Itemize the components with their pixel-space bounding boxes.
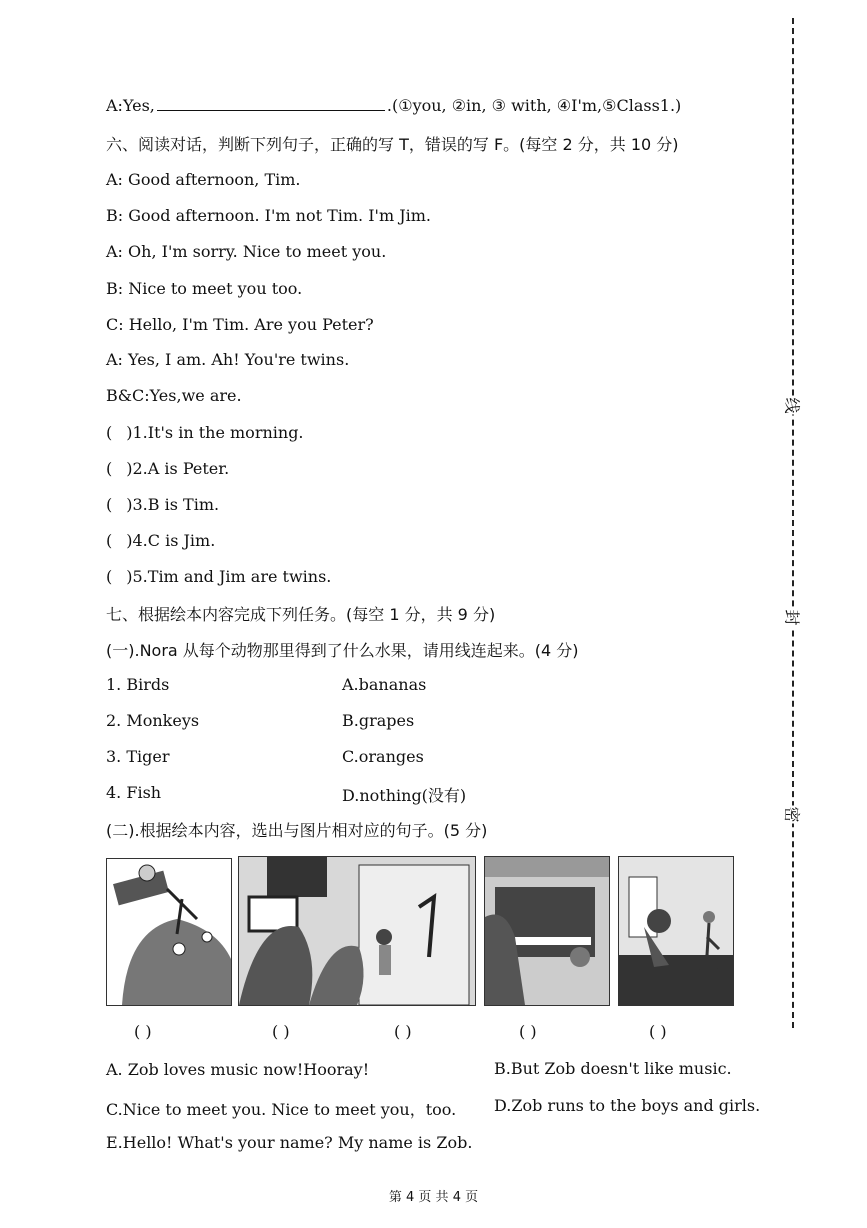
match-right-item[interactable]: C.oranges xyxy=(342,747,424,766)
dialogue-line: A: Yes, I am. Ah! You're twins. xyxy=(106,350,350,369)
picture-answer-blank[interactable]: ( ) xyxy=(649,1022,667,1041)
dialogue-line: C: Hello, I'm Tim. Are you Peter? xyxy=(106,315,374,334)
tf-blank-open[interactable]: ( xyxy=(106,495,113,514)
dialogue-line: B: Nice to meet you too. xyxy=(106,279,303,298)
tf-blank-open[interactable]: ( xyxy=(106,423,113,442)
section7-heading: 七、根据绘本内容完成下列任务。(每空 1 分，共 9 分) xyxy=(106,605,496,624)
tf-item xyxy=(106,459,229,478)
binding-margin-line xyxy=(792,18,794,1028)
dialogue-line: B&C:Yes,we are. xyxy=(106,386,242,405)
tf-statement: 2.A is Peter. xyxy=(132,459,230,478)
margin-char-feng: 封 xyxy=(782,609,805,627)
part1-heading: (一).Nora 从每个动物那里得到了什么水果，请用线连起来。(4 分) xyxy=(106,641,579,660)
dialogue-line: A: Good afternoon, Tim. xyxy=(106,170,301,189)
match-left-item[interactable]: 3. Tiger xyxy=(106,747,170,766)
picture-answer-blank[interactable]: ( ) xyxy=(519,1022,537,1041)
dialogue-line: B: Good afternoon. I'm not Tim. I'm Jim. xyxy=(106,206,431,225)
tf-blank-open[interactable]: ( xyxy=(106,531,113,550)
sentence-option-c: C.Nice to meet you. Nice to meet you，too. xyxy=(106,1100,457,1119)
tf-item xyxy=(106,495,219,514)
tf-item xyxy=(106,567,331,586)
q5-prefix: A:Yes, xyxy=(106,96,155,115)
section6-heading: 六、阅读对话，判断下列句子，正确的写 T，错误的写 F。(每空 2 分，共 10 分) xyxy=(106,135,679,154)
margin-char-mi: 密 xyxy=(782,806,805,824)
picture-answer-blank[interactable]: ( ) xyxy=(272,1022,290,1041)
tf-statement: 5.Tim and Jim are twins. xyxy=(132,567,332,586)
tf-blank-close: ) xyxy=(126,423,133,442)
tf-blank-open[interactable]: ( xyxy=(106,567,113,586)
sentence-option-b: B.But Zob doesn't like music. xyxy=(494,1059,732,1078)
story-picture-4 xyxy=(618,856,734,1006)
tf-blank-close: ) xyxy=(126,459,133,478)
dialogue-line: A: Oh, I'm sorry. Nice to meet you. xyxy=(106,242,387,261)
tf-statement: 3.B is Tim. xyxy=(132,495,220,514)
sentence-option-a: A. Zob loves music now!Hooray! xyxy=(106,1060,370,1079)
picture-answer-blank[interactable]: ( ) xyxy=(134,1022,152,1041)
match-right-item[interactable]: A.bananas xyxy=(342,675,427,694)
match-right-item[interactable]: B.grapes xyxy=(342,711,415,730)
page-footer: 第 4 页 共 4 页 xyxy=(388,1190,479,1205)
tf-item xyxy=(106,531,215,550)
q5-choices: .(①you, ②in, ③ with, ④I'm,⑤Class1.) xyxy=(386,96,682,115)
match-left-item[interactable]: 1. Birds xyxy=(106,675,170,694)
match-right-item[interactable]: D.nothing(没有) xyxy=(342,786,467,805)
match-left-item[interactable]: 4. Fish xyxy=(106,783,162,802)
tf-item xyxy=(106,423,304,442)
tf-statement: 4.C is Jim. xyxy=(132,531,216,550)
q5-answer-blank[interactable] xyxy=(157,96,385,111)
sentence-option-d: D.Zob runs to the boys and girls. xyxy=(494,1096,761,1115)
margin-char-xian: 线 xyxy=(782,397,805,415)
q5-answer-line xyxy=(106,96,681,115)
story-picture-3 xyxy=(484,856,610,1006)
match-left-item[interactable]: 2. Monkeys xyxy=(106,711,200,730)
tf-statement: 1.It's in the morning. xyxy=(132,423,304,442)
tf-blank-close: ) xyxy=(126,567,133,586)
tf-blank-close: ) xyxy=(126,531,133,550)
sentence-option-e: E.Hello! What's your name? My name is Zob. xyxy=(106,1133,473,1152)
story-picture-2 xyxy=(238,856,476,1006)
part2-heading: (二).根据绘本内容，选出与图片相对应的句子。(5 分) xyxy=(106,821,488,840)
picture-answer-blank[interactable]: ( ) xyxy=(394,1022,412,1041)
story-picture-1 xyxy=(106,858,232,1006)
tf-blank-open[interactable]: ( xyxy=(106,459,113,478)
tf-blank-close: ) xyxy=(126,495,133,514)
